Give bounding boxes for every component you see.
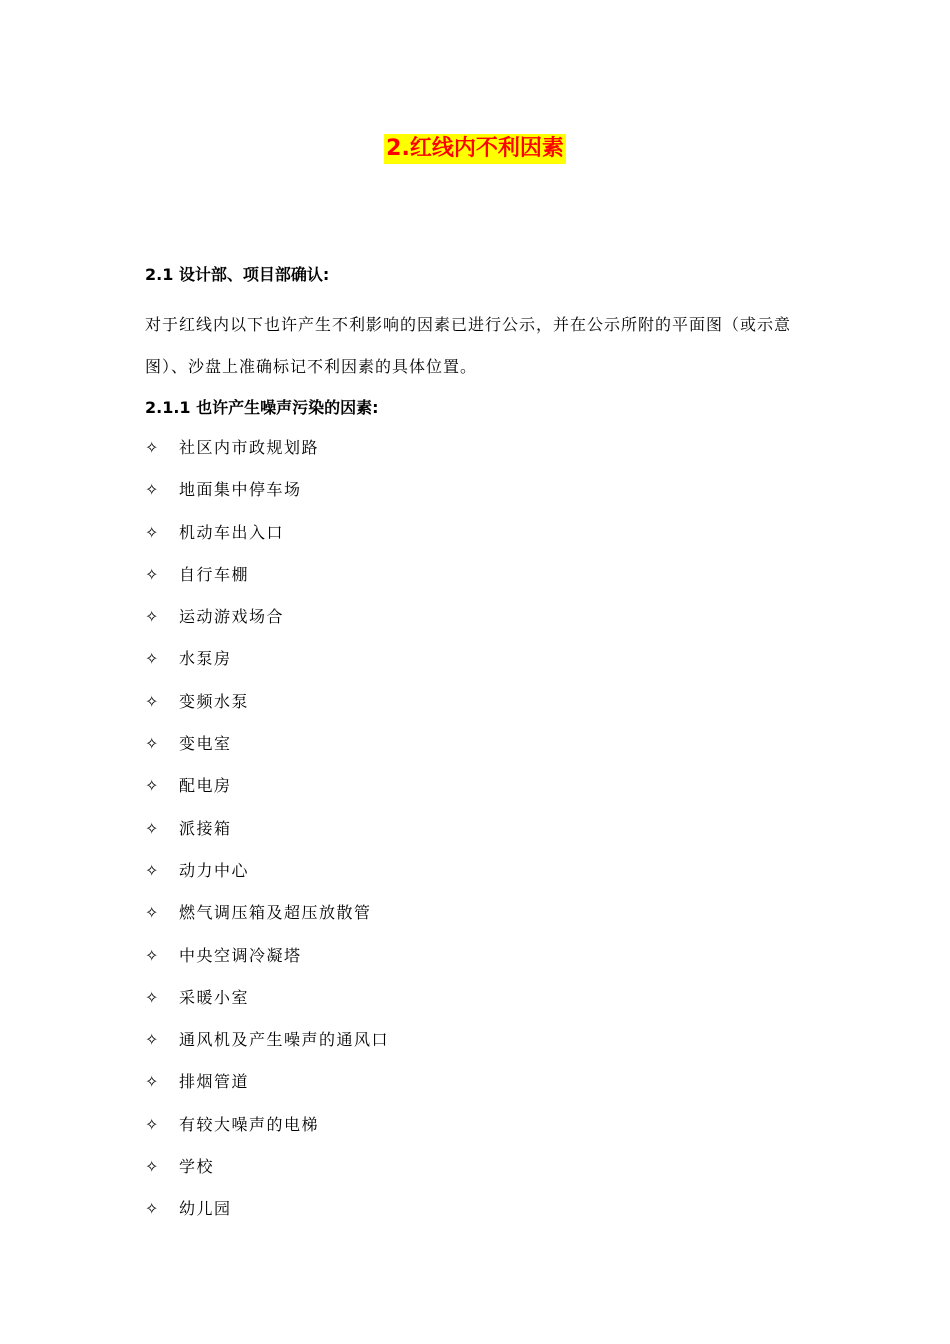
diamond-star-bullet-icon: ✧ [145,860,160,880]
list-item [145,647,825,689]
list-item [145,774,825,816]
list-item [145,605,825,647]
page-title: 2.红线内不利因素 [384,134,566,164]
list-item [145,436,825,478]
list-item-label: 运动游戏场合 [179,607,285,627]
diamond-star-bullet-icon: ✧ [145,564,160,584]
list-item-label: 有较大噪声的电梯 [179,1114,320,1134]
list-item-label: 派接箱 [179,818,232,838]
list-item [145,859,825,901]
list-item [145,986,825,1028]
list-item [145,1155,825,1197]
diamond-star-bullet-icon: ✧ [145,1157,160,1177]
list-item-label: 社区内市政规划路 [179,438,320,457]
list-item-label: 机动车出入口 [179,522,285,542]
list-item-label: 变电室 [179,734,232,754]
section-heading-2-1-1: 2.1.1 也许产生噪声污染的因素: [145,398,379,417]
diamond-star-bullet-icon: ✧ [145,987,160,1007]
diamond-star-bullet-icon: ✧ [145,1114,160,1134]
document-body [145,263,825,1240]
list-item [145,521,825,563]
list-item-label: 动力中心 [179,860,250,880]
list-item-label: 采暖小室 [179,987,250,1007]
list-item-label: 地面集中停车场 [179,480,302,500]
list-item [145,1028,825,1070]
list-item [145,690,825,732]
list-item-label: 学校 [179,1157,215,1177]
diamond-star-bullet-icon: ✧ [145,438,160,457]
diamond-star-bullet-icon: ✧ [145,1072,160,1092]
list-item [145,563,825,605]
list-item-label: 水泵房 [179,649,232,669]
list-item-label: 通风机及产生噪声的通风口 [179,1030,390,1050]
list-item-label: 变频水泵 [179,691,250,711]
list-item-label: 幼儿园 [179,1199,232,1219]
section-heading-2-1: 2.1 设计部、项目部确认: [145,265,330,284]
list-item [145,732,825,774]
diamond-star-bullet-icon: ✧ [145,607,160,627]
diamond-star-bullet-icon: ✧ [145,649,160,669]
list-item-label: 配电房 [179,776,232,796]
list-item [145,901,825,943]
list-item-label: 中央空调冷凝塔 [179,945,302,965]
title-container [0,134,950,164]
list-item [145,1113,825,1155]
diamond-star-bullet-icon: ✧ [145,1030,160,1050]
list-item [145,817,825,859]
list-item [145,1197,825,1239]
noise-factor-list [145,436,825,1240]
list-item [145,478,825,520]
list-item [145,944,825,986]
diamond-star-bullet-icon: ✧ [145,945,160,965]
diamond-star-bullet-icon: ✧ [145,776,160,796]
diamond-star-bullet-icon: ✧ [145,818,160,838]
list-item [145,1070,825,1112]
diamond-star-bullet-icon: ✧ [145,1199,160,1219]
list-item-label: 排烟管道 [179,1072,250,1092]
diamond-star-bullet-icon: ✧ [145,903,160,923]
diamond-star-bullet-icon: ✧ [145,734,160,754]
list-item-label: 自行车棚 [179,564,250,584]
diamond-star-bullet-icon: ✧ [145,480,160,500]
diamond-star-bullet-icon: ✧ [145,691,160,711]
section-paragraph: 对于红线内以下也许产生不利影响的因素已进行公示，并在公示所附的平面图（或示意图）、沙盘上准确标记不利因素的具体位置。 [145,315,792,376]
list-item-label: 燃气调压箱及超压放散管 [179,903,372,923]
diamond-star-bullet-icon: ✧ [145,522,160,542]
